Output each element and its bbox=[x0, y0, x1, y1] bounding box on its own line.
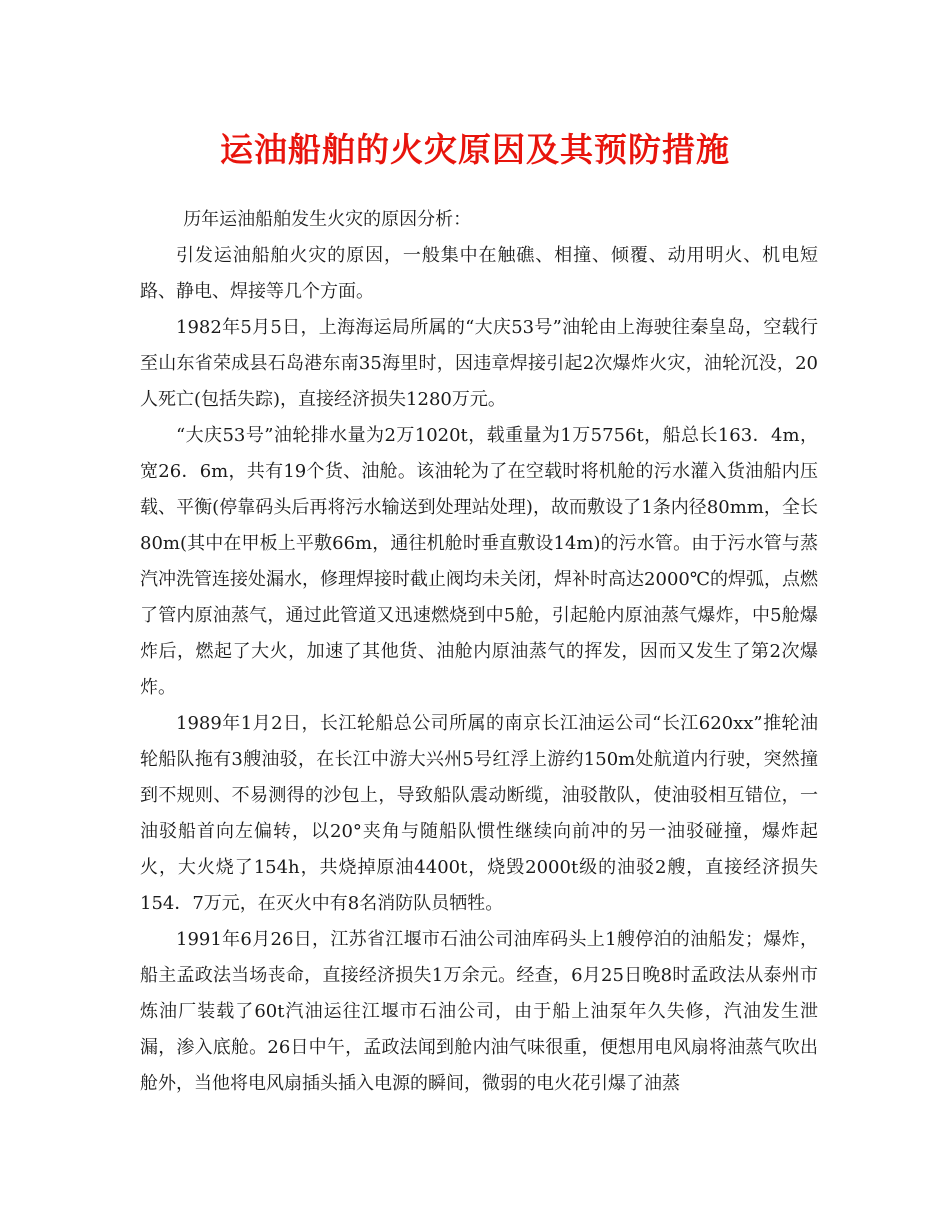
paragraph-causes: 引发运油船舶火灾的原因，一般集中在触礁、相撞、倾覆、动用明火、机电短路、静电、焊接等几个方面。 bbox=[140, 245, 818, 302]
paragraph-case-1989: 1989年1月2日，长江轮船总公司所属的南京长江油运公司“长江620xx”推轮油轮船队拖有3艘油驳，在长江中游大兴州5号红浮上游约150m处航道内行驶，突然撞到不规则、不易测得的沙包上，导致船队震动断缆，油驳散队，使油驳相互错位，一油驳船首向左偏转，以20°夹角与随船队惯性继续向前冲的另一油驳碰撞，爆炸起火，大火烧了154h，共烧掉原油4400t，烧毁2000t级的油驳2艘，直接经济损失154．7万元，在灭火中有8名消防队员牺牲。 bbox=[140, 713, 818, 914]
paragraph-intro-heading: 历年运油船舶发生火灾的原因分析： bbox=[183, 209, 472, 230]
paragraph-case-1982: 1982年5月5日，上海海运局所属的“大庆53号”油轮由上海驶往秦皇岛，空载行至山东省荣成县石岛港东南35海里时，因违章焊接引起2次爆炸火灾，油轮沉没，20人死亡(包括失踪)，直接经济损失1280万元。 bbox=[140, 317, 818, 410]
paragraph-case-1991: 1991年6月26日，江苏省江堰市石油公司油库码头上1艘停泊的油船发；爆炸，船主孟政法当场丧命，直接经济损失1万余元。经查，6月25日晚8时孟政法从泰州市炼油厂装载了60t汽油运往江堰市石油公司，由于船上油泵年久失修，汽油发生泄漏，渗入底舱。26日中午，孟政法闻到舱内油气味很重，便想用电风扇将油蒸气吹出舱外，当他将电风扇插头插入电源的瞬间，微弱的电火花引爆了油蒸 bbox=[140, 929, 818, 1094]
paragraph-case-1982-detail: “大庆53号”油轮排水量为2万1020t，载重量为1万5756t，船总长163．4m，宽26．6m，共有19个货、油舱。该油轮为了在空载时将机舱的污水灌入货油船内压载、平衡(停靠码头后再将污水输送到处理站处理)，故而敷设了1条内径80mm，全长80m(其中在甲板上平敷66m，通往机舱时垂直敷设14m)的污水管。由于污水管与蒸汽冲洗管连接处漏水，修理焊接时截止阀均未关闭，焊补时高达2000℃的焊弧，点燃了管内原油蒸气，通过此管道又迅速燃烧到中5舱，引起舱内原油蒸气爆炸，中5舱爆炸后，燃起了大火，加速了其他货、油舱内原油蒸气的挥发，因而又发生了第2次爆炸。 bbox=[140, 425, 818, 698]
article-body bbox=[140, 202, 818, 1102]
page-title: 运油船舶的火灾原因及其预防措施 bbox=[220, 130, 730, 169]
